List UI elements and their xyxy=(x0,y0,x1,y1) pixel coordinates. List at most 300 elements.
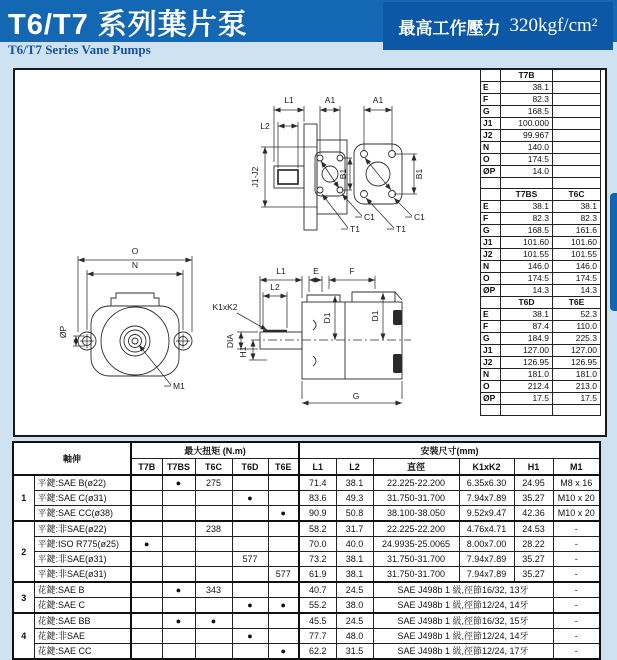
table-row xyxy=(13,552,600,567)
install-value-cell: 24.53 xyxy=(514,521,553,537)
install-value-cell: 38.0 xyxy=(336,598,373,614)
spec-value-cell: 146.0 xyxy=(553,261,601,273)
spec-model-header: T7B xyxy=(501,70,553,82)
torque-value-cell xyxy=(131,506,162,522)
install-value-cell: 42.36 xyxy=(514,506,553,522)
install-value-cell: 7.94x7.89 xyxy=(459,567,514,583)
torque-value-cell xyxy=(232,506,268,522)
group-number-cell: 4 xyxy=(13,613,34,659)
spec-model-header: T6C xyxy=(553,189,601,201)
dimension-spec-table xyxy=(480,69,601,416)
install-value-cell: - xyxy=(553,552,600,567)
spec-value-cell xyxy=(553,82,601,94)
install-value-cell: M8 x 16 xyxy=(553,475,600,491)
front-boss xyxy=(101,307,169,375)
torque-value-cell xyxy=(162,567,195,583)
spec-value-cell: 174.5 xyxy=(553,273,601,285)
spec-value-cell: 38.1 xyxy=(501,82,553,94)
torque-value-cell xyxy=(162,521,195,537)
spec-value-cell: 181.0 xyxy=(501,369,553,381)
torque-value-cell xyxy=(162,491,195,506)
torque-value-cell xyxy=(162,644,195,660)
shaft-type-label: 花鍵:SAE BB xyxy=(34,613,131,629)
install-value-cell: 55.2 xyxy=(299,598,336,614)
dim-label: G xyxy=(352,391,360,401)
table-row xyxy=(13,537,600,552)
spec-value-cell: 168.5 xyxy=(501,106,553,118)
spec-row-label: N xyxy=(481,142,501,154)
dim-label: L2 xyxy=(270,282,280,292)
spec-value-cell: 161.6 xyxy=(553,225,601,237)
spline-spec-cell: SAE J498b 1 級,徑節12/24, 14牙 xyxy=(373,629,553,644)
dim-label: A1 xyxy=(324,95,336,105)
torque-value-cell xyxy=(232,521,268,537)
dim-label: L1 xyxy=(276,266,286,276)
spec-value-cell xyxy=(553,166,601,178)
spec-row-label: O xyxy=(481,381,501,393)
spec-row-label: J2 xyxy=(481,357,501,369)
max-pressure-value: 320kgf/cm² xyxy=(509,15,598,36)
dim-label: A1 xyxy=(372,95,384,105)
torque-value-cell xyxy=(232,567,268,583)
dim-label: F xyxy=(349,266,355,276)
spec-value-cell: 99.967 xyxy=(501,130,553,142)
install-value-cell: 24.95 xyxy=(514,475,553,491)
dim-label: M1 xyxy=(173,381,185,391)
top-gland xyxy=(111,293,159,306)
torque-value-cell xyxy=(268,629,299,644)
spec-row-label: E xyxy=(481,82,501,94)
spec-value-cell: 38.1 xyxy=(501,309,553,321)
torque-value-cell: 238 xyxy=(195,521,232,537)
dim-label: DIA xyxy=(225,333,235,349)
torque-value-cell: ● xyxy=(232,491,268,506)
shaft-type-label: 平鍵:非SAE(ø31) xyxy=(34,552,131,567)
table-row xyxy=(481,321,601,333)
shaft-extension-header: 軸伸 xyxy=(13,442,131,475)
dim-label: H1 xyxy=(238,346,248,358)
spec-value-cell: 146.0 xyxy=(501,261,553,273)
torque-col-header: T6C xyxy=(195,459,232,476)
spec-spacer-cell xyxy=(481,178,501,189)
torque-col-header: T7BS xyxy=(162,459,195,476)
install-value-cell: - xyxy=(553,644,600,660)
port-block-top xyxy=(393,310,402,325)
spec-value-cell: 17.5 xyxy=(501,393,553,405)
install-value-cell: - xyxy=(553,629,600,644)
spec-value-cell: 52.3 xyxy=(553,309,601,321)
spec-value-cell: 14.3 xyxy=(501,285,553,297)
table-row xyxy=(481,178,601,189)
spec-value-cell: 126.95 xyxy=(553,357,601,369)
spec-value-cell: 101.55 xyxy=(553,249,601,261)
shaft-type-label: 花鍵:非SAE xyxy=(34,629,131,644)
torque-value-cell xyxy=(268,521,299,537)
torque-value-cell: ● xyxy=(195,613,232,629)
install-value-cell: - xyxy=(553,613,600,629)
spec-spacer-cell xyxy=(481,405,501,416)
table-row xyxy=(481,166,601,178)
spec-value-cell: 101.60 xyxy=(553,237,601,249)
spec-row-label: G xyxy=(481,106,501,118)
spec-spacer-cell xyxy=(501,178,553,189)
spec-value-cell: 127.00 xyxy=(501,345,553,357)
spec-row-label: O xyxy=(481,154,501,166)
torque-value-cell xyxy=(195,598,232,614)
spec-table-stack xyxy=(480,69,601,416)
torque-value-cell: 343 xyxy=(195,582,232,598)
torque-value-cell: ● xyxy=(131,537,162,552)
torque-value-cell: ● xyxy=(162,475,195,491)
table-row xyxy=(481,130,601,142)
torque-value-cell xyxy=(131,613,162,629)
spec-value-cell: 82.3 xyxy=(553,213,601,225)
install-value-cell: - xyxy=(553,567,600,583)
torque-value-cell xyxy=(162,537,195,552)
dim-label: C1 xyxy=(364,212,375,222)
torque-col-header: T6D xyxy=(232,459,268,476)
torque-col-header: T7B xyxy=(131,459,162,476)
install-value-cell: 70.0 xyxy=(299,537,336,552)
spec-value-cell: 127.00 xyxy=(553,345,601,357)
install-value-cell: 73.2 xyxy=(299,552,336,567)
spec-value-cell: 181.0 xyxy=(553,369,601,381)
shaft-type-label: 平鍵:SAE CC(ø38) xyxy=(34,506,131,522)
shaft-type-label: 平鍵:SAE C(ø31) xyxy=(34,491,131,506)
torque-value-cell xyxy=(131,598,162,614)
table-row xyxy=(13,491,600,506)
torque-value-cell xyxy=(131,567,162,583)
torque-value-cell xyxy=(162,506,195,522)
install-value-cell: 31.750-31.700 xyxy=(373,491,459,506)
torque-value-cell xyxy=(195,491,232,506)
spec-value-cell: 14.3 xyxy=(553,285,601,297)
table-row xyxy=(481,70,601,82)
spec-value-cell xyxy=(553,106,601,118)
spec-value-cell: 38.1 xyxy=(501,201,553,213)
install-value-cell: M10 x 20 xyxy=(553,506,600,522)
install-value-cell: 45.5 xyxy=(299,613,336,629)
table-row xyxy=(481,357,601,369)
spline-spec-cell: SAE J498b 1 級,徑節16/32, 15牙 xyxy=(373,613,553,629)
spec-value-cell: 126.95 xyxy=(501,357,553,369)
install-value-cell: 7.94x7.89 xyxy=(459,552,514,567)
install-value-cell: 24.5 xyxy=(336,613,373,629)
spec-value-cell: 17.5 xyxy=(553,393,601,405)
table-row xyxy=(481,82,601,94)
drawing-panel xyxy=(13,68,607,437)
install-value-cell: 62.2 xyxy=(299,644,336,660)
install-value-cell: 35.27 xyxy=(514,491,553,506)
torque-value-cell: 275 xyxy=(195,475,232,491)
install-value-cell: 35.27 xyxy=(514,552,553,567)
spec-value-cell xyxy=(553,142,601,154)
max-torque-header: 最大扭矩 (N.m) xyxy=(131,442,299,459)
install-value-cell: - xyxy=(553,537,600,552)
dim-label: ØP xyxy=(58,325,68,339)
spec-row-label: F xyxy=(481,213,501,225)
port-block-bottom xyxy=(393,354,402,373)
table-row xyxy=(481,213,601,225)
table-row xyxy=(13,629,600,644)
install-col-header: L1 xyxy=(299,459,336,476)
table-row xyxy=(481,345,601,357)
torque-value-cell xyxy=(131,582,162,598)
install-value-cell: 31.5 xyxy=(336,644,373,660)
table-row xyxy=(481,201,601,213)
torque-value-cell: ● xyxy=(268,598,299,614)
group-number-cell: 2 xyxy=(13,521,34,582)
torque-value-cell: ● xyxy=(162,582,195,598)
torque-value-cell xyxy=(195,567,232,583)
torque-value-cell xyxy=(162,552,195,567)
shaft-type-label: 平鍵:非SAE(ø22) xyxy=(34,521,131,537)
spec-value-cell: 82.3 xyxy=(501,213,553,225)
spec-spacer-cell xyxy=(553,405,601,416)
table-row xyxy=(481,106,601,118)
spec-row-label: F xyxy=(481,94,501,106)
install-value-cell: 48.0 xyxy=(336,629,373,644)
dim-label: E xyxy=(313,266,319,276)
dim-label: D1 xyxy=(322,312,332,324)
table-row xyxy=(481,261,601,273)
table-row xyxy=(481,393,601,405)
spec-value-cell: 101.55 xyxy=(501,249,553,261)
torque-value-cell: 577 xyxy=(268,567,299,583)
table-row xyxy=(13,582,600,598)
torque-value-cell xyxy=(131,644,162,660)
install-value-cell: M10 x 20 xyxy=(553,491,600,506)
table-row xyxy=(481,297,601,309)
shaft-type-label: 花鍵:SAE C xyxy=(34,598,131,614)
install-value-cell: 22.225-22.200 xyxy=(373,521,459,537)
spec-corner-cell xyxy=(481,297,501,309)
dim-label: J1-J2 xyxy=(250,166,260,188)
torque-value-cell xyxy=(195,552,232,567)
install-value-cell: 40.0 xyxy=(336,537,373,552)
install-value-cell: 38.1 xyxy=(336,567,373,583)
spec-row-label: G xyxy=(481,333,501,345)
spec-model-header: T6D xyxy=(501,297,553,309)
spec-value-cell xyxy=(553,94,601,106)
torque-value-cell xyxy=(268,537,299,552)
spec-value-cell: 212.4 xyxy=(501,381,553,393)
torque-value-cell xyxy=(195,644,232,660)
spec-row-label: ØP xyxy=(481,393,501,405)
shaft-type-label: 平鍵:SAE B(ø22) xyxy=(34,475,131,491)
table-row xyxy=(481,142,601,154)
table-row xyxy=(481,225,601,237)
spec-value-cell xyxy=(553,154,601,166)
torque-value-cell xyxy=(131,629,162,644)
install-value-cell: - xyxy=(553,598,600,614)
pump-body-side xyxy=(302,302,402,379)
table-row xyxy=(13,613,600,629)
install-value-cell: - xyxy=(553,521,600,537)
table-row xyxy=(13,567,600,583)
dim-label: N xyxy=(131,260,139,270)
install-dims-header: 安裝尺寸(mm) xyxy=(299,442,600,459)
install-value-cell: 38.1 xyxy=(336,552,373,567)
spec-value-cell: 225.3 xyxy=(553,333,601,345)
torque-value-cell xyxy=(232,475,268,491)
spec-row-label: O xyxy=(481,273,501,285)
front-view-drawing xyxy=(58,246,192,391)
max-pressure-label: 最高工作壓力 xyxy=(398,18,501,38)
install-value-cell: 38.1 xyxy=(336,475,373,491)
table-row xyxy=(481,273,601,285)
spec-value-cell: 82.3 xyxy=(501,94,553,106)
torque-value-cell xyxy=(131,552,162,567)
spec-value-cell: 174.5 xyxy=(501,154,553,166)
spec-value-cell: 168.5 xyxy=(501,225,553,237)
table-row xyxy=(481,94,601,106)
dim-label: L2 xyxy=(260,121,270,131)
install-value-cell: 61.9 xyxy=(299,567,336,583)
table-row xyxy=(481,285,601,297)
spec-value-cell: 213.0 xyxy=(553,381,601,393)
spec-value-cell: 110.0 xyxy=(553,321,601,333)
install-value-cell: 7.94x7.89 xyxy=(459,491,514,506)
dim-label: D1 xyxy=(370,310,380,322)
shaft-type-label: 平鍵:ISO R775(ø25) xyxy=(34,537,131,552)
table-row xyxy=(481,237,601,249)
spec-row-label: E xyxy=(481,201,501,213)
install-value-cell: 90.9 xyxy=(299,506,336,522)
dim-label: K1xK2 xyxy=(212,302,238,312)
table-row xyxy=(13,644,600,660)
page-title: T6/T7 系列葉片泵 xyxy=(8,9,248,41)
install-value-cell: 31.750-31.700 xyxy=(373,567,459,583)
install-col-header: 直徑 xyxy=(373,459,459,476)
install-col-header: H1 xyxy=(514,459,553,476)
torque-value-cell: ● xyxy=(268,506,299,522)
front-body-plate xyxy=(91,306,179,376)
spec-row-label: N xyxy=(481,261,501,273)
torque-value-cell xyxy=(268,475,299,491)
table-row xyxy=(13,475,600,491)
spec-row-label: ØP xyxy=(481,285,501,297)
torque-value-cell xyxy=(162,598,195,614)
table-row xyxy=(13,442,600,459)
install-value-cell: 50.8 xyxy=(336,506,373,522)
spec-row-label: F xyxy=(481,321,501,333)
table-row xyxy=(481,154,601,166)
install-value-cell: 31.750-31.700 xyxy=(373,552,459,567)
torque-value-cell xyxy=(162,629,195,644)
install-value-cell: 38.100-38.050 xyxy=(373,506,459,522)
spec-model-header xyxy=(553,70,601,82)
torque-value-cell xyxy=(232,613,268,629)
spec-model-header: T7BS xyxy=(501,189,553,201)
table-row xyxy=(481,381,601,393)
torque-value-cell xyxy=(131,521,162,537)
torque-value-cell: ● xyxy=(232,598,268,614)
dim-label: B1 xyxy=(414,168,424,180)
spec-row-label: J2 xyxy=(481,130,501,142)
install-value-cell: 31.7 xyxy=(336,521,373,537)
table-row xyxy=(13,521,600,537)
install-value-cell: 40.7 xyxy=(299,582,336,598)
install-value-cell: 58.2 xyxy=(299,521,336,537)
dim-label: C1 xyxy=(414,212,425,222)
dim-label: L1 xyxy=(284,95,294,105)
install-value-cell: 49.3 xyxy=(336,491,373,506)
shaft-key-slot xyxy=(278,170,298,184)
spec-value-cell: 87.4 xyxy=(501,321,553,333)
install-value-cell: 77.7 xyxy=(299,629,336,644)
table-row xyxy=(481,249,601,261)
install-value-cell: 35.27 xyxy=(514,567,553,583)
table-row xyxy=(481,333,601,345)
torque-value-cell xyxy=(268,613,299,629)
torque-value-cell xyxy=(131,475,162,491)
shaft-type-label: 平鍵:非SAE(ø31) xyxy=(34,567,131,583)
install-value-cell: 22.225-22.200 xyxy=(373,475,459,491)
spec-value-cell xyxy=(553,130,601,142)
spec-row-label: ØP xyxy=(481,166,501,178)
top-view-drawing xyxy=(250,95,425,234)
spec-value-cell: 38.1 xyxy=(553,201,601,213)
torque-value-cell xyxy=(232,582,268,598)
torque-value-cell xyxy=(195,537,232,552)
spec-row-label: J1 xyxy=(481,118,501,130)
shaft-side xyxy=(260,332,302,349)
spec-value-cell xyxy=(553,118,601,130)
spec-value-cell: 14.0 xyxy=(501,166,553,178)
spline-spec-cell: SAE J498b 1 級,徑節16/32, 13牙 xyxy=(373,582,553,598)
group-number-cell: 1 xyxy=(13,475,34,521)
dim-label: T1 xyxy=(350,224,360,234)
install-col-header: M1 xyxy=(553,459,600,476)
torque-value-cell: 577 xyxy=(232,552,268,567)
table-row xyxy=(481,189,601,201)
shaft-extension-table xyxy=(12,441,601,660)
shaft-type-label: 花鍵:SAE B xyxy=(34,582,131,598)
spec-value-cell: 140.0 xyxy=(501,142,553,154)
torque-value-cell xyxy=(268,582,299,598)
spec-spacer-cell xyxy=(553,178,601,189)
spec-corner-cell xyxy=(481,189,501,201)
group-number-cell: 3 xyxy=(13,582,34,613)
table-row xyxy=(13,506,600,522)
spec-row-label: E xyxy=(481,309,501,321)
torque-value-cell xyxy=(131,491,162,506)
torque-value-cell xyxy=(195,506,232,522)
side-view-drawing xyxy=(212,266,411,403)
torque-value-cell xyxy=(232,537,268,552)
shaft-type-label: 花鍵:SAE CC xyxy=(34,644,131,660)
install-col-header: L2 xyxy=(336,459,373,476)
install-value-cell: 71.4 xyxy=(299,475,336,491)
spec-spacer-cell xyxy=(501,405,553,416)
torque-value-cell: ● xyxy=(268,644,299,660)
torque-value-cell xyxy=(268,552,299,567)
install-value-cell: 83.6 xyxy=(299,491,336,506)
spline-spec-cell: SAE J498b 1 級,徑節12/24, 17牙 xyxy=(373,644,553,660)
spec-value-cell: 184.9 xyxy=(501,333,553,345)
max-pressure-box xyxy=(383,2,613,50)
install-value-cell: 6.35x6.30 xyxy=(459,475,514,491)
install-col-header: K1xK2 xyxy=(459,459,514,476)
torque-value-cell: ● xyxy=(162,613,195,629)
install-value-cell: 4.76x4.71 xyxy=(459,521,514,537)
torque-value-cell xyxy=(232,644,268,660)
table-row xyxy=(13,598,600,614)
spec-row-label: N xyxy=(481,369,501,381)
spec-model-header: T6E xyxy=(553,297,601,309)
torque-value-cell xyxy=(268,491,299,506)
